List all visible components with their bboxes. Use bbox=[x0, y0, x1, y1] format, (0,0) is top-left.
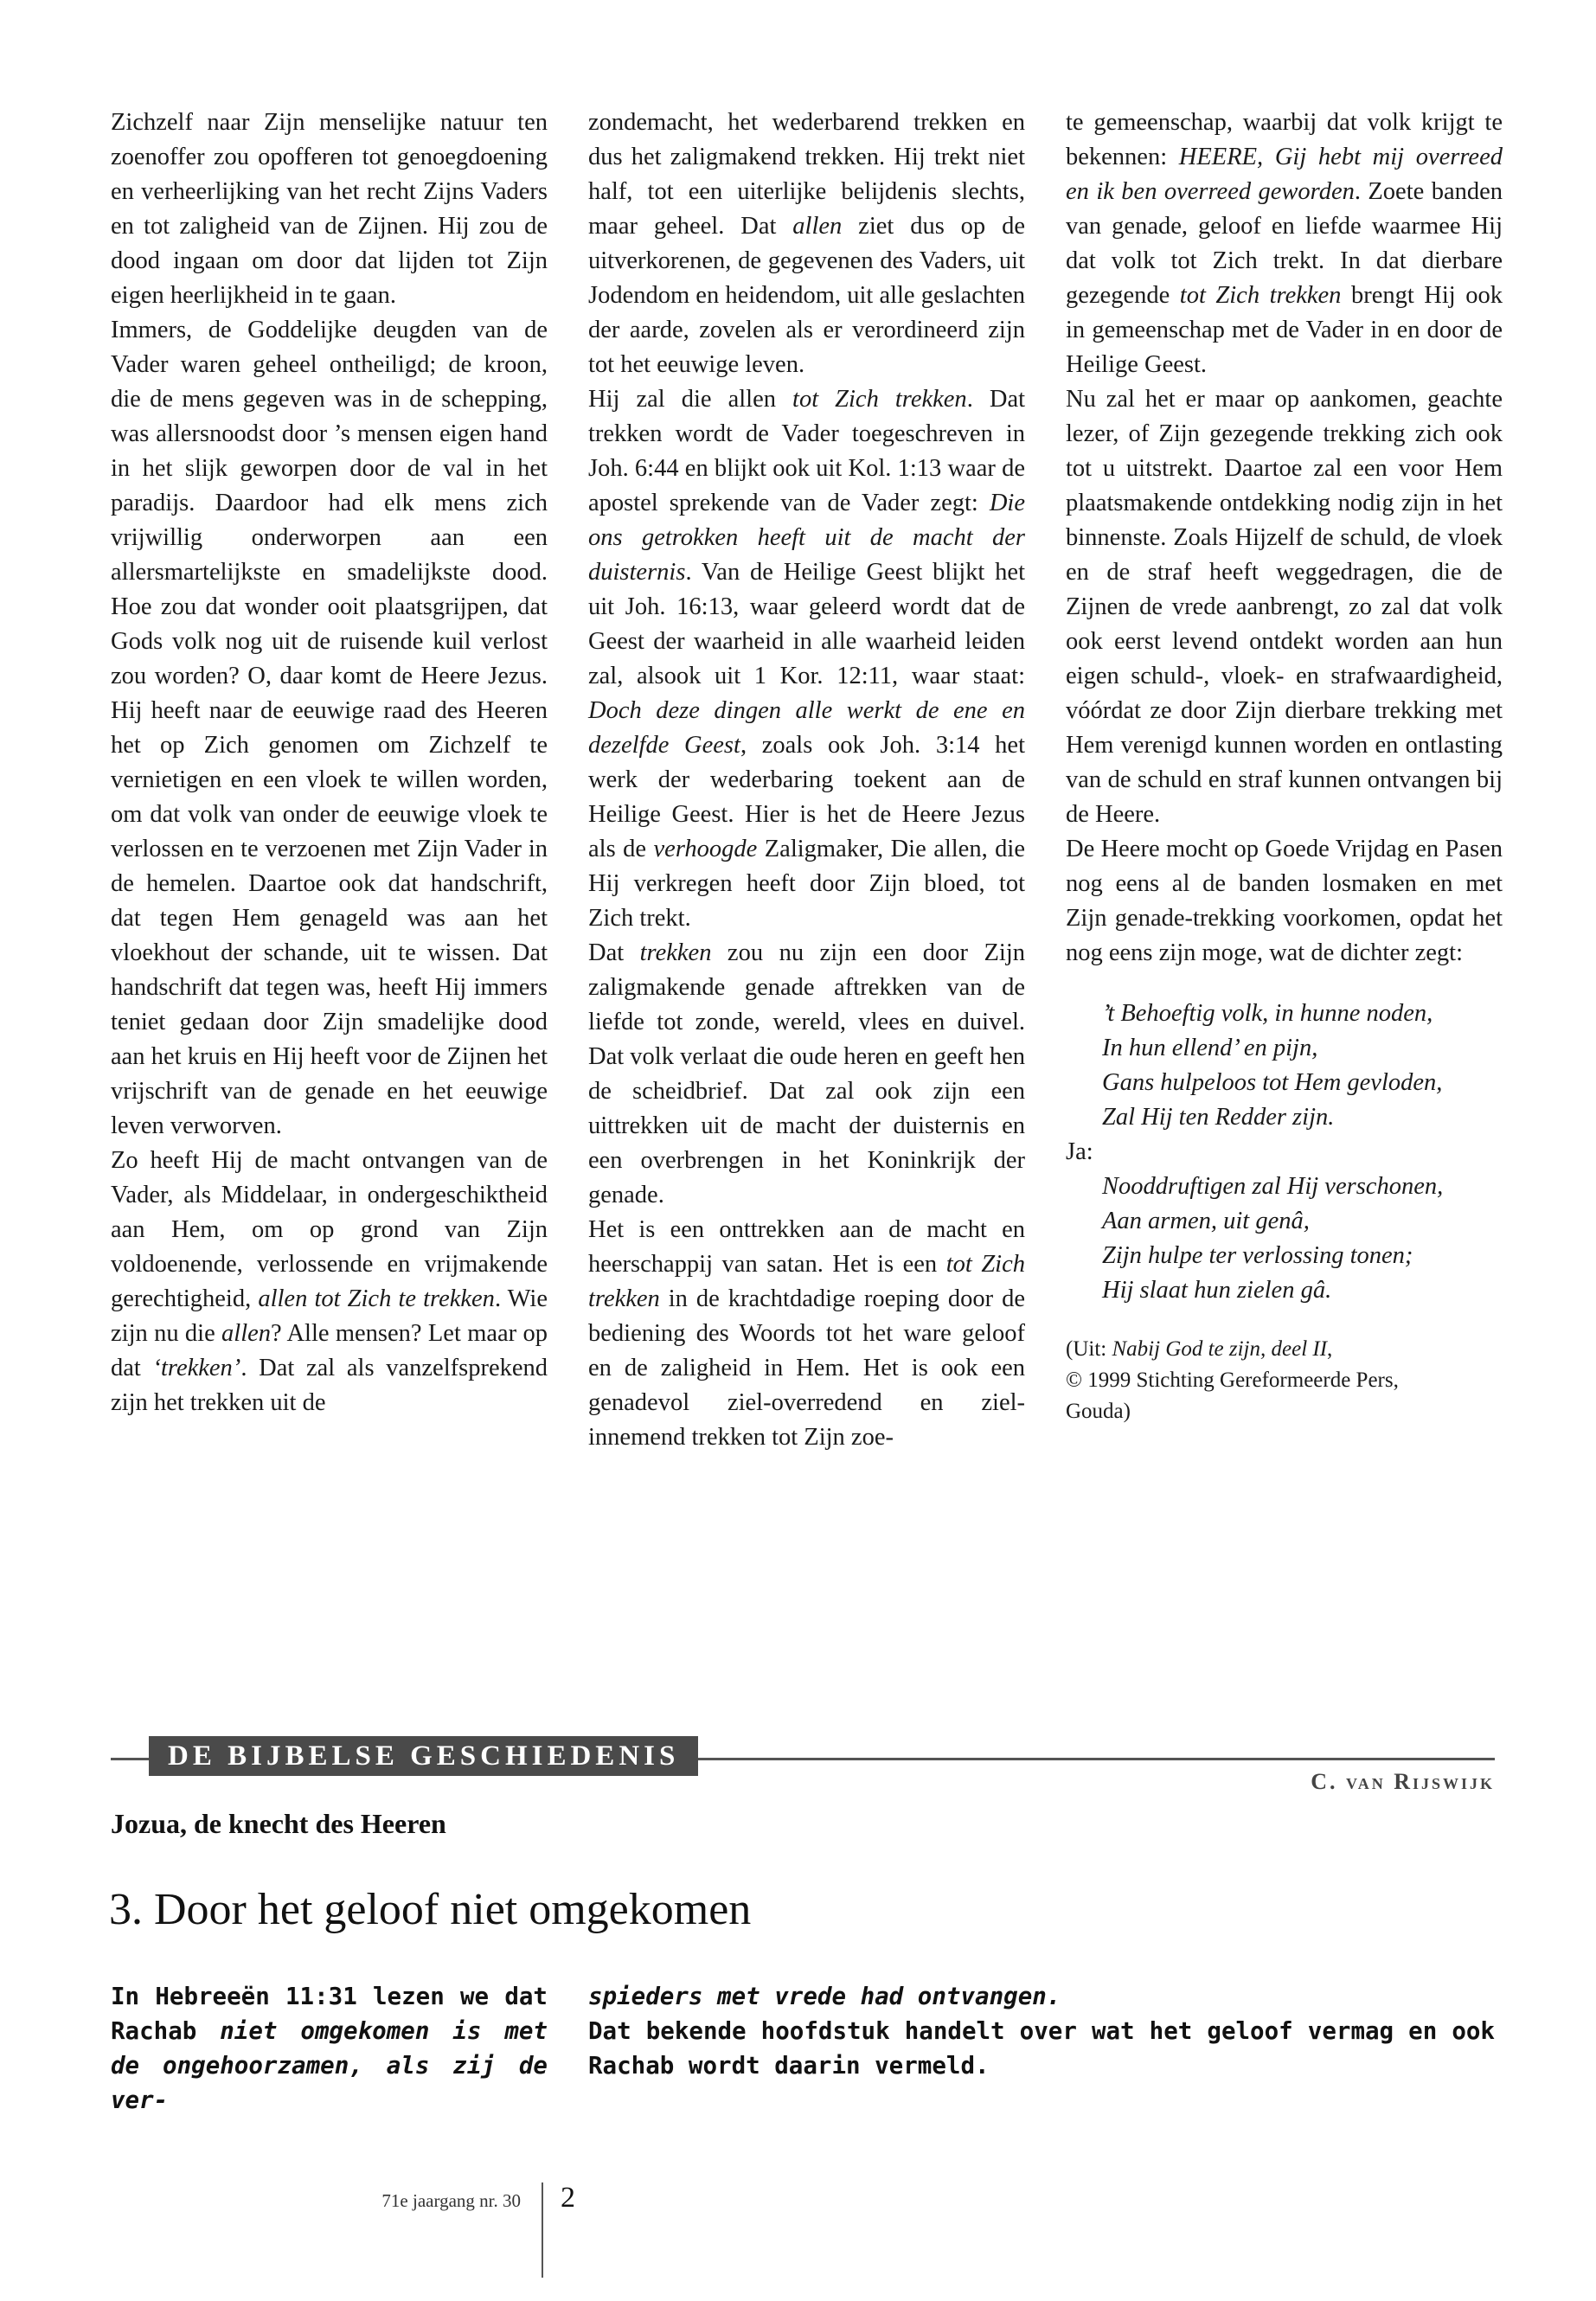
text-run: zou nu zijn een door Zijn zaligmakende genade aftrekken van de liefde tot zonde, wereld, vlees en duivel. Dat volk verlaat die oude heren en geeft hen de scheidbrief. Dat zal ook zijn een uittrekken uit de macht der duisternis en een overbrengen in het Koninkrijk der genade. bbox=[588, 939, 1026, 1208]
issue-label: 71e jaargang nr. 30 bbox=[381, 2190, 521, 2211]
paragraph bbox=[588, 106, 1025, 382]
poem-line: Hij slaat hun zielen gâ. bbox=[1102, 1277, 1332, 1304]
footer-divider bbox=[542, 2182, 543, 2278]
source-prefix: (Uit: bbox=[1066, 1337, 1112, 1361]
series-subtitle: Jozua, de knecht des Heeren bbox=[111, 1808, 446, 1839]
text-run: . Dat trekken wordt de Vader toegeschreven in Joh. 6:44 en blijkt ook uit Kol. 1:13 waar de apostel sprekende van de Vader zegt: bbox=[588, 386, 1026, 516]
article-column-1 bbox=[111, 106, 548, 1420]
poem-ja: Ja: bbox=[1066, 1138, 1093, 1165]
text-run: Zichzelf naar Zijn menselijke natuur ten zoenoffer zou opofferen tot genoegdoening en verheerlijking van het recht Zijns Vaders en tot zaligheid van de Zijnen. Hij zou de dood ingaan om door dat lijden tot Zijn eigen heerlijkheid in te gaan. bbox=[111, 109, 548, 309]
paragraph bbox=[588, 936, 1025, 1213]
intro-column-2 bbox=[588, 1979, 1495, 2083]
paragraph bbox=[1066, 832, 1503, 971]
source-citation bbox=[1066, 1334, 1503, 1427]
text-run: ? Alle mensen? Let maar op dat bbox=[111, 1320, 548, 1381]
italic-run: Doch deze dingen alle werkt de ene en dezelfde Geest bbox=[588, 697, 1025, 759]
italic-run: allen bbox=[221, 1320, 272, 1347]
page-number: 2 bbox=[561, 2182, 575, 2214]
poem-line: Nooddruftigen zal Hij verschonen, bbox=[1102, 1173, 1444, 1200]
italic-run: allen tot Zich te trekken bbox=[258, 1285, 495, 1312]
article-column-2 bbox=[588, 106, 1025, 1455]
italic-run: tot Zich trekken bbox=[1179, 282, 1342, 309]
poem-line: ’t Behoeftig volk, in hunne noden, bbox=[1102, 1000, 1433, 1027]
text-run: De Heere mocht op Goede Vrijdag en Pasen nog eens al de banden losmaken en met Zijn genade-trekking voorkomen, opdat het nog eens zijn moge, wat de dichter zegt: bbox=[1066, 836, 1503, 966]
text-run: Hij zal die allen bbox=[588, 386, 793, 413]
intro-text-italic: niet omgekomen is met de ongehoorzamen, als zij de ver- bbox=[111, 2017, 548, 2114]
source-title: Nabij God te zijn, deel II bbox=[1112, 1337, 1328, 1361]
text-run: . Dat zal als vanzelfsprekend zijn het trekken uit de bbox=[111, 1355, 548, 1416]
italic-run: verhoogde bbox=[653, 836, 758, 862]
text-run: te gemeenschap, waarbij dat volk krijgt te bekennen: bbox=[1066, 109, 1503, 170]
text-run: Zaligmaker, Die allen, die Hij verkregen heeft door Zijn bloed, tot Zich trekt. bbox=[588, 836, 1025, 932]
text-run: zondemacht, het wederbarend trekken en dus het zaligmakend trekken. Hij trekt niet half, tot een uiterlijke belijdenis slechts, maar geheel. Dat bbox=[588, 109, 1025, 240]
italic-run: ‘trekken’ bbox=[152, 1355, 241, 1381]
article-column-3 bbox=[1066, 106, 1503, 1427]
column-3-paragraphs bbox=[1066, 106, 1503, 971]
source-suffix: , bbox=[1327, 1337, 1333, 1361]
text-run: brengt Hij ook in gemeenschap met de Vader in en door de Heilige Geest. bbox=[1066, 282, 1503, 378]
poem-line: Zijn hulpe ter verlossing tonen; bbox=[1102, 1242, 1413, 1269]
italic-run: allen bbox=[792, 213, 843, 240]
italic-run: tot Zich trekken bbox=[588, 1251, 1025, 1312]
italic-run: Die ons getrokken heeft uit de macht der duisternis bbox=[588, 490, 1025, 586]
italic-run: tot Zich trekken bbox=[792, 386, 967, 413]
text-run: Dat bbox=[588, 939, 640, 966]
intro-text: Dat bekende hoofdstuk handelt over wat het geloof vermag en ook Rachab wordt daarin vermeld. bbox=[588, 2017, 1495, 2080]
text-run: , zoals ook Joh. 3:14 het werk der wederbaring toekent aan de Heilige Geest. Hier is het de Heere Jezus als de bbox=[588, 732, 1025, 862]
article-title: 3. Door het geloof niet omgekomen bbox=[109, 1885, 752, 1934]
poem-line: In hun ellend’ en pijn, bbox=[1102, 1035, 1318, 1061]
paragraph bbox=[111, 313, 548, 1144]
text-run: . Zoete banden van genade, geloof en liefde waarmee Hij dat volk tot Zich trekt. In dat dierbare gezegende bbox=[1066, 178, 1503, 309]
paragraph bbox=[1066, 106, 1503, 382]
poem-line: Gans hulpeloos tot Hem gevloden, bbox=[1102, 1069, 1443, 1096]
text-run: . Wie zijn nu die bbox=[111, 1285, 548, 1347]
paragraph bbox=[111, 106, 548, 313]
italic-run: trekken bbox=[639, 939, 712, 966]
poem bbox=[1066, 997, 1503, 1308]
intro-text-italic: spieders met vrede had ontvangen. bbox=[588, 1983, 1061, 2010]
intro-column-1 bbox=[111, 1979, 548, 2118]
poem-line: Zal Hij ten Redder zijn. bbox=[1102, 1104, 1335, 1131]
text-run: Immers, de Goddelijke deugden van de Vader waren geheel ontheiligd; de kroon, die de mens gegeven was in de schepping, was allersnoodst door ’s mensen eigen hand in het slijk geworpen door de val in het paradijs. Daardoor had elk mens zich vrijwillig onderworpen aan een allersmartelijkste en smadelijkste dood. Hoe zou dat wonder ooit plaatsgrijpen, dat Gods volk nog uit de ruisende kuil verlost zou worden? O, daar komt de Heere Jezus. Hij heeft naar de eeuwige raad des Heeren het op Zich genomen om Zichzelf te vernietigen en een vloek te willen worden, om dat volk van onder de eeuwige vloek te verlossen en te verzoenen met Zijn Vader in de hemelen. Daartoe ook dat handschrift, dat tegen Hem genageld was aan het vloekhout der schande, uit te wissen. Dat handschrift dat tegen was, heeft Hij immers teniet gedaan door Zijn smadelijke dood aan het kruis en Hij heeft voor de Zijnen het vrijschrift van de genade en het eeuwige leven verworven. bbox=[111, 317, 548, 1139]
intro-text: In Hebreeën 11:31 lezen we dat Rachab bbox=[111, 1983, 548, 2045]
text-run: Zo heeft Hij de macht ontvangen van de Vader, als Middelaar, in ondergeschiktheid aan Hem, om op grond van Zijn voldoenende, verlossende en vrijmakende gerechtigheid, bbox=[111, 1147, 548, 1312]
text-run: Nu zal het er maar op aankomen, geachte lezer, of Zijn gezegende trekking zich ook tot u uitstrekt. Daartoe zal een voor Hem plaatsmakende ontdekking nodig zijn in het binnenste. Zoals Hijzelf de schuld, de vloek en de straf heeft weggedragen, die de Zijnen de vrede aanbrengt, zo zal dat volk ook eerst levend ontdekt worden aan hun eigen schuld-, vloek- en strafwaardigheid, vóórdat ze door Zijn dierbare trekking met Hem verenigd kunnen worden en ontlasting van de schuld en straf kunnen ontvangen bij de Heere. bbox=[1066, 386, 1503, 828]
source-publisher: © 1999 Stichting Gereformeerde Pers, bbox=[1066, 1368, 1399, 1392]
text-run: Het is een onttrekken aan de macht en heerschappij van satan. Het is een bbox=[588, 1216, 1025, 1278]
source-place: Gouda) bbox=[1066, 1400, 1131, 1423]
section-label: DE BIJBELSE GESCHIEDENIS bbox=[149, 1736, 698, 1776]
paragraph bbox=[111, 1144, 548, 1420]
text-run: ziet dus op de uitverkorenen, de gegevenen des Vaders, uit Jodendom en heidendom, uit alle geslachten der aarde, zovelen als er verordineerd zijn tot het eeuwige leven. bbox=[588, 213, 1025, 378]
paragraph bbox=[1066, 382, 1503, 832]
italic-run: HEERE, Gij hebt mij overreed en ik ben overreed geworden bbox=[1066, 144, 1503, 205]
author-name: C. van Rijswijk bbox=[1311, 1769, 1495, 1794]
paragraph bbox=[588, 1213, 1025, 1455]
paragraph bbox=[588, 382, 1025, 936]
poem-line: Aan armen, uit genâ, bbox=[1102, 1208, 1310, 1234]
text-run: . Van de Heilige Geest blijkt het uit Joh. 16:13, waar geleerd wordt dat de Geest der waarheid in alle waarheid leiden zal, alsook uit 1 Kor. 12:11, waar staat: bbox=[588, 559, 1025, 689]
text-run: in de krachtdadige roeping door de bediening des Woords tot het ware geloof en de zaligheid in Hem. Het is ook een genadevol ziel-overredend en ziel-innemend trekken tot Zijn zoe- bbox=[588, 1285, 1025, 1451]
